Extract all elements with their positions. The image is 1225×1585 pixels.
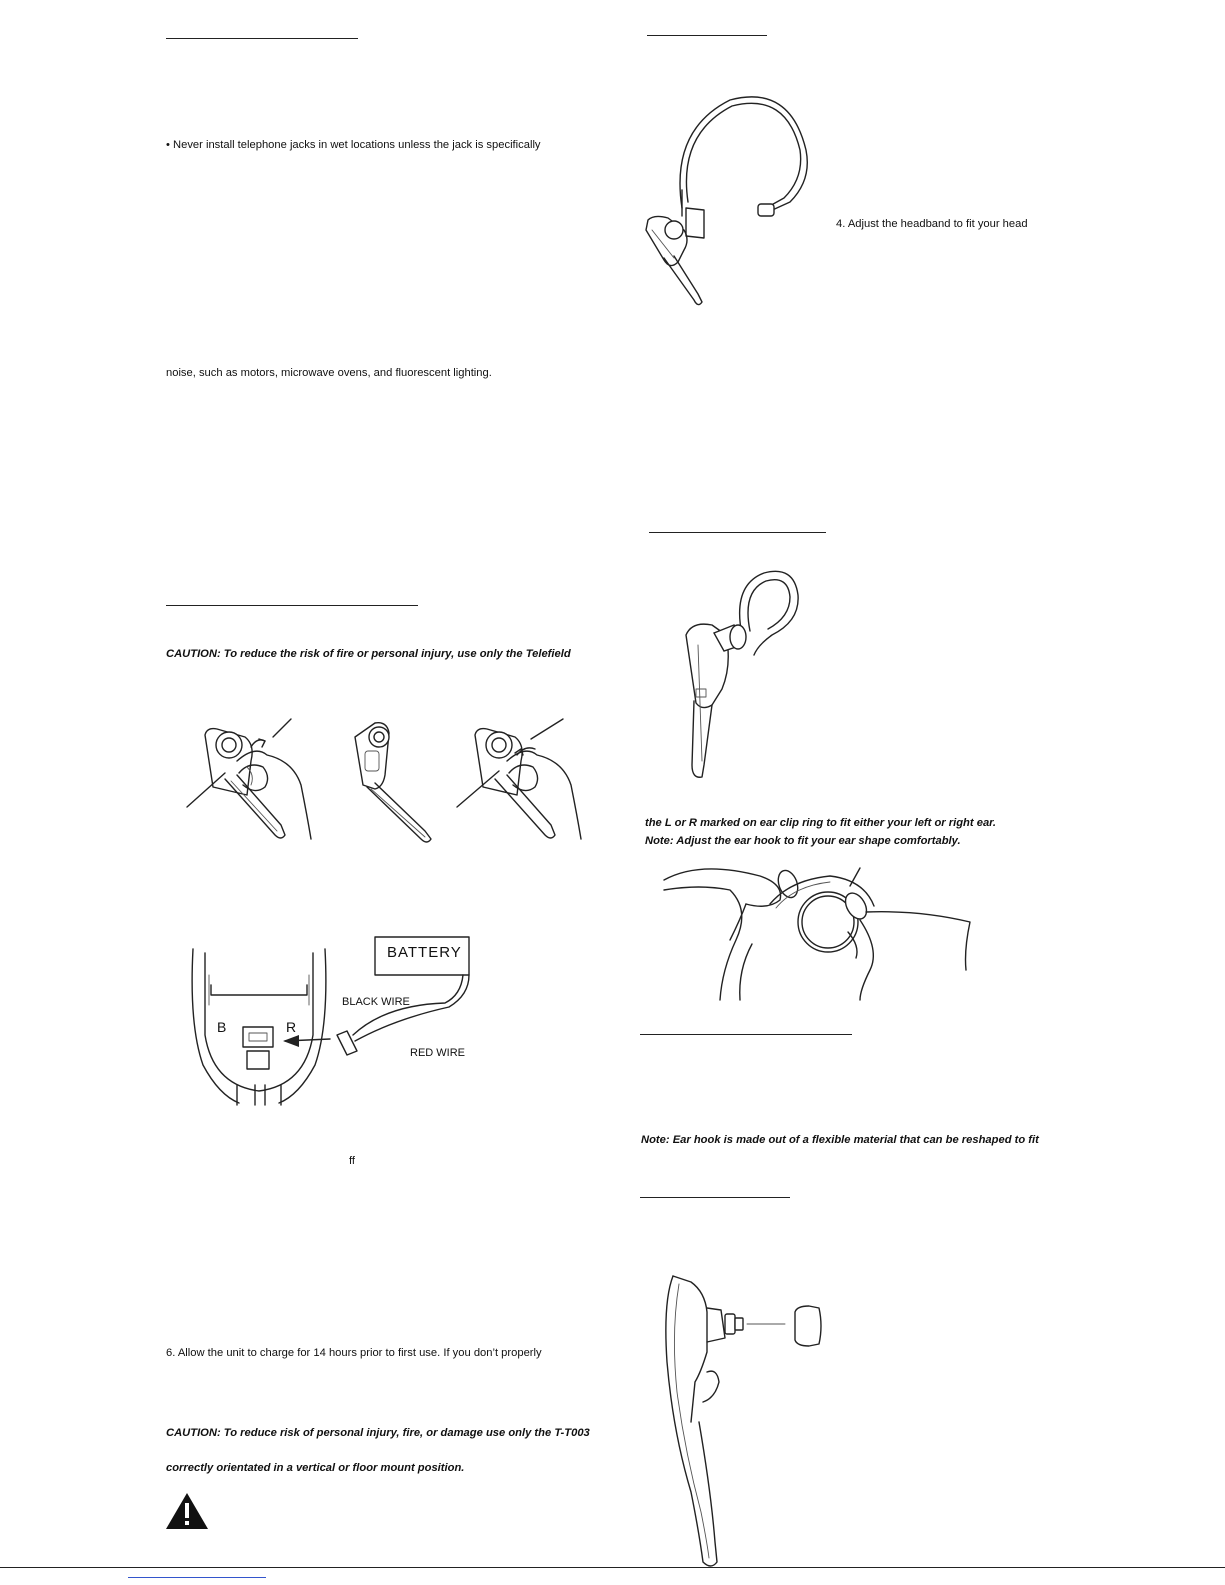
footer-link-underline (128, 1577, 266, 1578)
section-heading-rule-5 (640, 1034, 852, 1035)
note-ear-hook-flexible: Note: Ear hook is made out of a flexible material that can be reshaped to fit (641, 1134, 1039, 1146)
section-heading-rule-4 (649, 532, 826, 533)
black-wire-label: BLACK WIRE (342, 996, 410, 1008)
battery-label: BATTERY (387, 944, 462, 961)
red-wire-label: RED WIRE (410, 1047, 465, 1059)
section-heading-rule-2 (166, 605, 418, 606)
text-fragment-ff: ff (349, 1155, 356, 1167)
terminal-b-label: B (217, 1019, 227, 1035)
text-charge-instruction: 6. Allow the unit to charge for 14 hours prior to first use. If you don’t properly (166, 1347, 542, 1359)
text-noise-sources: noise, such as motors, microwave ovens, and fluorescent lighting. (166, 367, 492, 379)
text-telephone-jacks: • Never install telephone jacks in wet locations unless the jack is specifically (166, 139, 541, 151)
warning-icon (165, 1492, 209, 1530)
battery-door-open-illustration (185, 715, 335, 850)
ear-hook-headset-illustration (672, 565, 842, 795)
section-heading-rule-1 (166, 38, 358, 39)
caution-fire-text: CAUTION: To reduce the risk of fire or personal injury, use only the Telefield (166, 648, 571, 660)
battery-door-close-illustration (455, 715, 605, 850)
footer-rule (0, 1567, 1225, 1568)
hands-shaping-ear-hook-illustration (660, 860, 980, 1000)
headset-side-illustration (345, 715, 435, 850)
terminal-r-label: R (286, 1019, 297, 1035)
caution-t003-text: CAUTION: To reduce risk of personal injury, fire, or damage use only the T-T003 (166, 1427, 590, 1439)
headband-headset-illustration (640, 90, 820, 320)
section-heading-rule-6 (640, 1197, 790, 1198)
section-heading-rule-3 (647, 35, 767, 36)
ear-tip-headset-illustration (655, 1272, 845, 1572)
note-adjust-ear-hook: Note: Adjust the ear hook to fit your ear shape comfortably. (645, 835, 961, 847)
text-orientation: correctly orientated in a vertical or floor mount position. (166, 1462, 465, 1474)
text-ear-clip-ring: the L or R marked on ear clip ring to fit either your left or right ear. (645, 817, 997, 829)
text-adjust-headband: 4. Adjust the headband to fit your head (836, 218, 1028, 230)
